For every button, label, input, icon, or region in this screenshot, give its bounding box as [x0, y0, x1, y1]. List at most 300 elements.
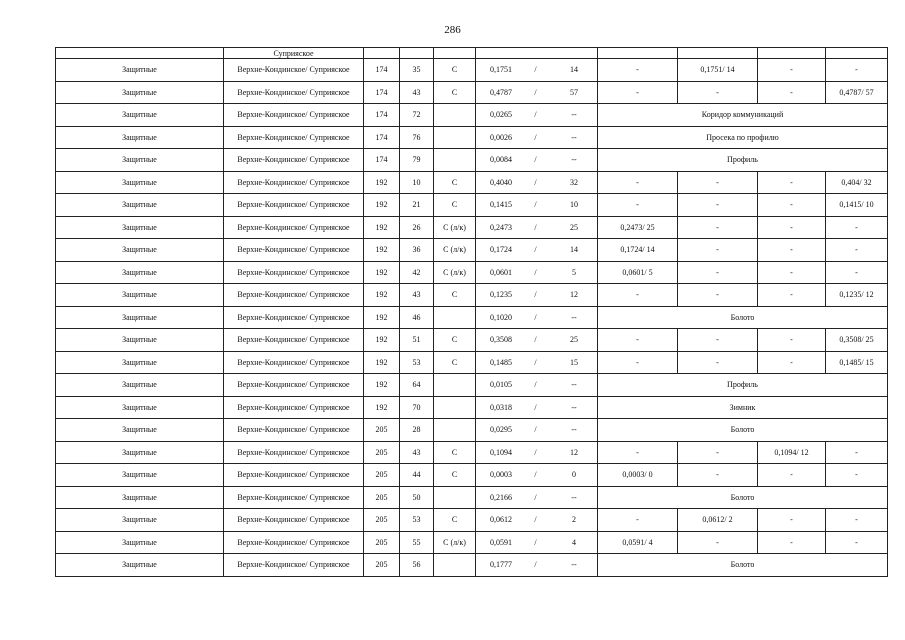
section-cell: 26 — [400, 216, 434, 239]
area-cell — [476, 261, 598, 284]
table-row — [56, 329, 888, 352]
type-cell — [434, 554, 476, 577]
table-row — [56, 531, 888, 554]
area-cell — [476, 351, 598, 374]
table-row — [56, 81, 888, 104]
table-row — [56, 464, 888, 487]
forestry-cell: Верхне-Кондинское/ Суприяское — [224, 554, 364, 577]
category-cell: Защитные — [56, 59, 224, 82]
distribution-cell-3: - — [758, 194, 826, 217]
area-count: 14 — [570, 65, 578, 75]
area-group — [476, 538, 597, 547]
distribution-cell-4: 0,3508/ 25 — [826, 329, 888, 352]
distribution-cell-2: 0,1751/ 14 — [678, 59, 758, 82]
area-cell — [476, 531, 598, 554]
area-slash: / — [534, 492, 537, 502]
distribution-cell-3: - — [758, 329, 826, 352]
type-cell: С — [434, 284, 476, 307]
area-slash: / — [534, 537, 537, 547]
distribution-cell-1: - — [598, 194, 678, 217]
forestry-cell: Верхне-Кондинское/ Суприяское — [224, 441, 364, 464]
area-slash: / — [534, 312, 537, 322]
section-cell: 43 — [400, 81, 434, 104]
distribution-cell-3: - — [758, 59, 826, 82]
forestry-cell: Верхне-Кондинское/ Суприяское — [224, 531, 364, 554]
category-cell: Защитные — [56, 194, 224, 217]
area-value: 0,4040 — [490, 177, 512, 187]
quarter-cell: 174 — [364, 81, 400, 104]
section-cell: 51 — [400, 329, 434, 352]
area-cell — [476, 59, 598, 82]
type-cell — [434, 396, 476, 419]
type-cell — [434, 306, 476, 329]
section-cell: 50 — [400, 486, 434, 509]
category-cell: Защитные — [56, 419, 224, 442]
section-cell: 21 — [400, 194, 434, 217]
area-slash: / — [534, 470, 537, 480]
distribution-cell-1: 0,2473/ 25 — [598, 216, 678, 239]
area-slash: / — [534, 515, 537, 525]
area-group — [476, 268, 597, 277]
distribution-cell-4: - — [826, 464, 888, 487]
table-row — [56, 486, 888, 509]
note-cell: Профиль — [598, 374, 888, 397]
area-value: 0,1235 — [490, 290, 512, 300]
table-row — [56, 59, 888, 82]
distribution-cell-2: - — [678, 239, 758, 262]
category-cell: Защитные — [56, 149, 224, 172]
area-slash: / — [534, 380, 537, 390]
area-cell — [476, 329, 598, 352]
note-cell: Зимник — [598, 396, 888, 419]
area-value: 0,0003 — [490, 470, 512, 480]
area-slash: / — [534, 110, 537, 120]
forestry-cell: Верхне-Кондинское/ Суприяское — [224, 126, 364, 149]
area-slash: / — [534, 290, 537, 300]
area-cell — [476, 419, 598, 442]
distribution-cell-2: - — [678, 441, 758, 464]
category-cell: Защитные — [56, 81, 224, 104]
quarter-cell: 174 — [364, 59, 400, 82]
table-row-continuation — [56, 48, 888, 59]
area-value: 0,1415 — [490, 200, 512, 210]
distribution-cell-2: - — [678, 329, 758, 352]
distribution-cell-2: - — [678, 216, 758, 239]
area-count: 15 — [570, 357, 578, 367]
forestry-cell: Суприяское — [224, 48, 364, 59]
table-row — [56, 216, 888, 239]
area-group — [476, 425, 597, 434]
distribution-cell-1: - — [598, 284, 678, 307]
category-cell: Защитные — [56, 351, 224, 374]
area-group — [476, 200, 597, 209]
area-slash: / — [534, 87, 537, 97]
area-value: 0,0612 — [490, 515, 512, 525]
quarter-cell: 205 — [364, 464, 400, 487]
section-cell: 76 — [400, 126, 434, 149]
quarter-cell: 192 — [364, 261, 400, 284]
area-group — [476, 290, 597, 299]
quarter-cell: 192 — [364, 374, 400, 397]
forestry-cell: Верхне-Кондинское/ Суприяское — [224, 486, 364, 509]
distribution-cell-3: - — [758, 284, 826, 307]
distribution-cell-3: - — [758, 509, 826, 532]
category-cell: Защитные — [56, 171, 224, 194]
section-cell: 28 — [400, 419, 434, 442]
area-value: 0,1751 — [490, 65, 512, 75]
forestry-cell: Верхне-Кондинское/ Суприяское — [224, 374, 364, 397]
area-count: 12 — [570, 447, 578, 457]
distribution-cell-4: 0,1415/ 10 — [826, 194, 888, 217]
type-cell: С — [434, 351, 476, 374]
category-cell: Защитные — [56, 261, 224, 284]
type-cell: С (л/к) — [434, 261, 476, 284]
area-slash: / — [534, 447, 537, 457]
table-row — [56, 441, 888, 464]
area-count: -- — [571, 425, 577, 435]
type-cell — [434, 126, 476, 149]
area-value: 0,0295 — [490, 425, 512, 435]
forestry-cell: Верхне-Кондинское/ Суприяское — [224, 239, 364, 262]
forestry-cell: Верхне-Кондинское/ Суприяское — [224, 261, 364, 284]
quarter-cell: 192 — [364, 396, 400, 419]
forestry-cell: Верхне-Кондинское/ Суприяское — [224, 216, 364, 239]
page-number: 286 — [444, 24, 461, 36]
type-cell — [434, 149, 476, 172]
distribution-cell-2: - — [678, 531, 758, 554]
quarter-cell: 192 — [364, 329, 400, 352]
type-cell — [434, 104, 476, 127]
distribution-cell-4: - — [826, 59, 888, 82]
section-cell: 46 — [400, 306, 434, 329]
distribution-cell-3: - — [758, 351, 826, 374]
quarter-cell: 205 — [364, 419, 400, 442]
distribution-cell-2: - — [678, 194, 758, 217]
area-count: 5 — [572, 267, 576, 277]
quarter-cell: 205 — [364, 509, 400, 532]
category-cell: Защитные — [56, 284, 224, 307]
area-group — [476, 470, 597, 479]
category-cell: Защитные — [56, 216, 224, 239]
category-cell: Защитные — [56, 126, 224, 149]
distribution-cell-3: - — [758, 239, 826, 262]
area-count: -- — [571, 380, 577, 390]
area-cell — [476, 81, 598, 104]
forestry-cell: Верхне-Кондинское/ Суприяское — [224, 149, 364, 172]
category-cell: Защитные — [56, 306, 224, 329]
distribution-cell-2: - — [678, 464, 758, 487]
area-value: 0,0084 — [490, 155, 512, 165]
area-value: 0,0318 — [490, 402, 512, 412]
area-count: 32 — [570, 177, 578, 187]
area-slash: / — [534, 177, 537, 187]
section-cell: 70 — [400, 396, 434, 419]
area-slash: / — [534, 425, 537, 435]
type-cell — [434, 419, 476, 442]
area-group — [476, 178, 597, 187]
forestry-cell: Верхне-Кондинское/ Суприяское — [224, 284, 364, 307]
area-slash: / — [534, 65, 537, 75]
table-row — [56, 396, 888, 419]
quarter-cell: 205 — [364, 554, 400, 577]
table-row — [56, 104, 888, 127]
section-cell: 36 — [400, 239, 434, 262]
area-value: 0,4787 — [490, 87, 512, 97]
type-cell: С — [434, 509, 476, 532]
section-cell: 10 — [400, 171, 434, 194]
quarter-cell: 174 — [364, 126, 400, 149]
area-value: 0,0601 — [490, 267, 512, 277]
area-cell — [476, 306, 598, 329]
section-cell: 42 — [400, 261, 434, 284]
area-value: 0,1094 — [490, 447, 512, 457]
area-value: 0,0026 — [490, 132, 512, 142]
area-group — [476, 358, 597, 367]
distribution-cell-3: - — [758, 261, 826, 284]
area-slash: / — [534, 155, 537, 165]
forestry-cell: Верхне-Кондинское/ Суприяское — [224, 59, 364, 82]
area-cell — [476, 194, 598, 217]
distribution-cell-1: 0,0601/ 5 — [598, 261, 678, 284]
quarter-cell: 192 — [364, 171, 400, 194]
area-count: 0 — [572, 470, 576, 480]
distribution-cell-1: 0,0003/ 0 — [598, 464, 678, 487]
area-group — [476, 335, 597, 344]
area-count: 25 — [570, 222, 578, 232]
distribution-cell-1: - — [598, 351, 678, 374]
distribution-cell-4: 0,4787/ 57 — [826, 81, 888, 104]
area-cell — [476, 374, 598, 397]
distribution-cell-4: - — [826, 261, 888, 284]
area-count: -- — [571, 110, 577, 120]
quarter-cell: 192 — [364, 351, 400, 374]
area-group — [476, 133, 597, 142]
forestry-cell: Верхне-Кондинское/ Суприяское — [224, 329, 364, 352]
area-cell — [476, 149, 598, 172]
area-count: -- — [571, 560, 577, 570]
note-cell: Болото — [598, 419, 888, 442]
distribution-cell-4: - — [826, 239, 888, 262]
forestry-cell: Верхне-Кондинское/ Суприяское — [224, 171, 364, 194]
area-cell — [476, 171, 598, 194]
area-group — [476, 515, 597, 524]
type-cell — [434, 486, 476, 509]
type-cell: С (л/к) — [434, 531, 476, 554]
area-value: 0,2166 — [490, 492, 512, 502]
area-cell — [476, 104, 598, 127]
area-cell — [476, 464, 598, 487]
area-count: 12 — [570, 290, 578, 300]
area-count: 57 — [570, 87, 578, 97]
area-value: 0,0105 — [490, 380, 512, 390]
distribution-cell-1: - — [598, 171, 678, 194]
note-cell: Коридор коммуникаций — [598, 104, 888, 127]
section-cell: 53 — [400, 351, 434, 374]
area-slash: / — [534, 222, 537, 232]
category-cell: Защитные — [56, 396, 224, 419]
area-group — [476, 403, 597, 412]
area-slash: / — [534, 402, 537, 412]
section-cell: 53 — [400, 509, 434, 532]
note-cell: Болото — [598, 306, 888, 329]
area-group — [476, 313, 597, 322]
type-cell: С (л/к) — [434, 239, 476, 262]
category-cell: Защитные — [56, 509, 224, 532]
forestry-cell: Верхне-Кондинское/ Суприяское — [224, 81, 364, 104]
quarter-cell: 205 — [364, 531, 400, 554]
note-cell: Профиль — [598, 149, 888, 172]
category-cell: Защитные — [56, 531, 224, 554]
area-value: 0,1020 — [490, 312, 512, 322]
area-count: -- — [571, 132, 577, 142]
area-value: 0,1724 — [490, 245, 512, 255]
table-row — [56, 509, 888, 532]
table-row — [56, 306, 888, 329]
forestry-cell: Верхне-Кондинское/ Суприяское — [224, 509, 364, 532]
table-row — [56, 374, 888, 397]
table-row — [56, 419, 888, 442]
area-count: -- — [571, 155, 577, 165]
table-row — [56, 351, 888, 374]
area-slash: / — [534, 245, 537, 255]
forestry-cell: Верхне-Кондинское/ Суприяское — [224, 194, 364, 217]
quarter-cell: 192 — [364, 306, 400, 329]
forestry-cell: Верхне-Кондинское/ Суприяское — [224, 306, 364, 329]
forestry-cell: Верхне-Кондинское/ Суприяское — [224, 104, 364, 127]
quarter-cell: 192 — [364, 284, 400, 307]
category-cell: Защитные — [56, 104, 224, 127]
area-slash: / — [534, 132, 537, 142]
forestry-cell: Верхне-Кондинское/ Суприяское — [224, 351, 364, 374]
distribution-cell-1: 0,0591/ 4 — [598, 531, 678, 554]
area-slash: / — [534, 357, 537, 367]
area-count: 2 — [572, 515, 576, 525]
quarter-cell: 174 — [364, 149, 400, 172]
type-cell: С — [434, 194, 476, 217]
distribution-cell-3: - — [758, 531, 826, 554]
section-cell: 56 — [400, 554, 434, 577]
distribution-cell-3: - — [758, 171, 826, 194]
distribution-cell-1: 0,1724/ 14 — [598, 239, 678, 262]
area-group — [476, 380, 597, 389]
table-row — [56, 239, 888, 262]
type-cell: С — [434, 59, 476, 82]
type-cell: С (л/к) — [434, 216, 476, 239]
area-cell — [476, 239, 598, 262]
area-cell — [476, 509, 598, 532]
category-cell: Защитные — [56, 239, 224, 262]
area-group — [476, 493, 597, 502]
section-cell: 43 — [400, 284, 434, 307]
type-cell: С — [434, 81, 476, 104]
area-group — [476, 245, 597, 254]
quarter-cell: 192 — [364, 239, 400, 262]
table-row — [56, 149, 888, 172]
type-cell: С — [434, 329, 476, 352]
table-row — [56, 171, 888, 194]
area-slash: / — [534, 267, 537, 277]
area-group — [476, 448, 597, 457]
distribution-cell-1: - — [598, 59, 678, 82]
area-group — [476, 65, 597, 74]
distribution-cell-1: - — [598, 509, 678, 532]
distribution-cell-2: - — [678, 351, 758, 374]
area-cell — [476, 126, 598, 149]
distribution-cell-4: - — [826, 531, 888, 554]
note-cell: Болото — [598, 554, 888, 577]
category-cell: Защитные — [56, 374, 224, 397]
distribution-cell-4: - — [826, 441, 888, 464]
type-cell: С — [434, 464, 476, 487]
section-cell: 72 — [400, 104, 434, 127]
table-row — [56, 126, 888, 149]
quarter-cell: 192 — [364, 194, 400, 217]
quarter-cell: 192 — [364, 216, 400, 239]
area-value: 0,1485 — [490, 357, 512, 367]
forestry-cell: Верхне-Кондинское/ Суприяское — [224, 464, 364, 487]
section-cell: 79 — [400, 149, 434, 172]
area-group — [476, 223, 597, 232]
distribution-cell-4: 0,1485/ 15 — [826, 351, 888, 374]
area-count: -- — [571, 402, 577, 412]
distribution-cell-3: 0,1094/ 12 — [758, 441, 826, 464]
area-value: 0,2473 — [490, 222, 512, 232]
distribution-cell-2: - — [678, 171, 758, 194]
area-cell — [476, 441, 598, 464]
table-row — [56, 194, 888, 217]
section-cell: 64 — [400, 374, 434, 397]
type-cell — [434, 374, 476, 397]
type-cell: С — [434, 171, 476, 194]
area-cell — [476, 554, 598, 577]
area-slash: / — [534, 560, 537, 570]
area-slash: / — [534, 335, 537, 345]
distribution-cell-4: 0,1235/ 12 — [826, 284, 888, 307]
distribution-cell-3: - — [758, 216, 826, 239]
section-cell: 43 — [400, 441, 434, 464]
table-row — [56, 284, 888, 307]
forestry-cell: Верхне-Кондинское/ Суприяское — [224, 419, 364, 442]
area-count: -- — [571, 312, 577, 322]
distribution-cell-3: - — [758, 81, 826, 104]
area-count: 25 — [570, 335, 578, 345]
distribution-cell-2: - — [678, 261, 758, 284]
area-count: -- — [571, 492, 577, 502]
area-cell — [476, 396, 598, 419]
area-group — [476, 110, 597, 119]
area-cell — [476, 284, 598, 307]
area-count: 4 — [572, 537, 576, 547]
note-cell: Болото — [598, 486, 888, 509]
area-group — [476, 155, 597, 164]
distribution-cell-4: 0,404/ 32 — [826, 171, 888, 194]
type-cell: С — [434, 441, 476, 464]
area-value: 0,1777 — [490, 560, 512, 570]
distribution-cell-2: - — [678, 284, 758, 307]
distribution-cell-4: - — [826, 216, 888, 239]
section-cell: 55 — [400, 531, 434, 554]
distribution-cell-1: - — [598, 81, 678, 104]
area-value: 0,0591 — [490, 537, 512, 547]
category-cell: Защитные — [56, 486, 224, 509]
distribution-cell-1: - — [598, 441, 678, 464]
forestry-cell: Верхне-Кондинское/ Суприяское — [224, 396, 364, 419]
area-group — [476, 88, 597, 97]
quarter-cell: 174 — [364, 104, 400, 127]
forest-plots-table — [55, 47, 888, 577]
area-slash: / — [534, 200, 537, 210]
quarter-cell: 205 — [364, 486, 400, 509]
